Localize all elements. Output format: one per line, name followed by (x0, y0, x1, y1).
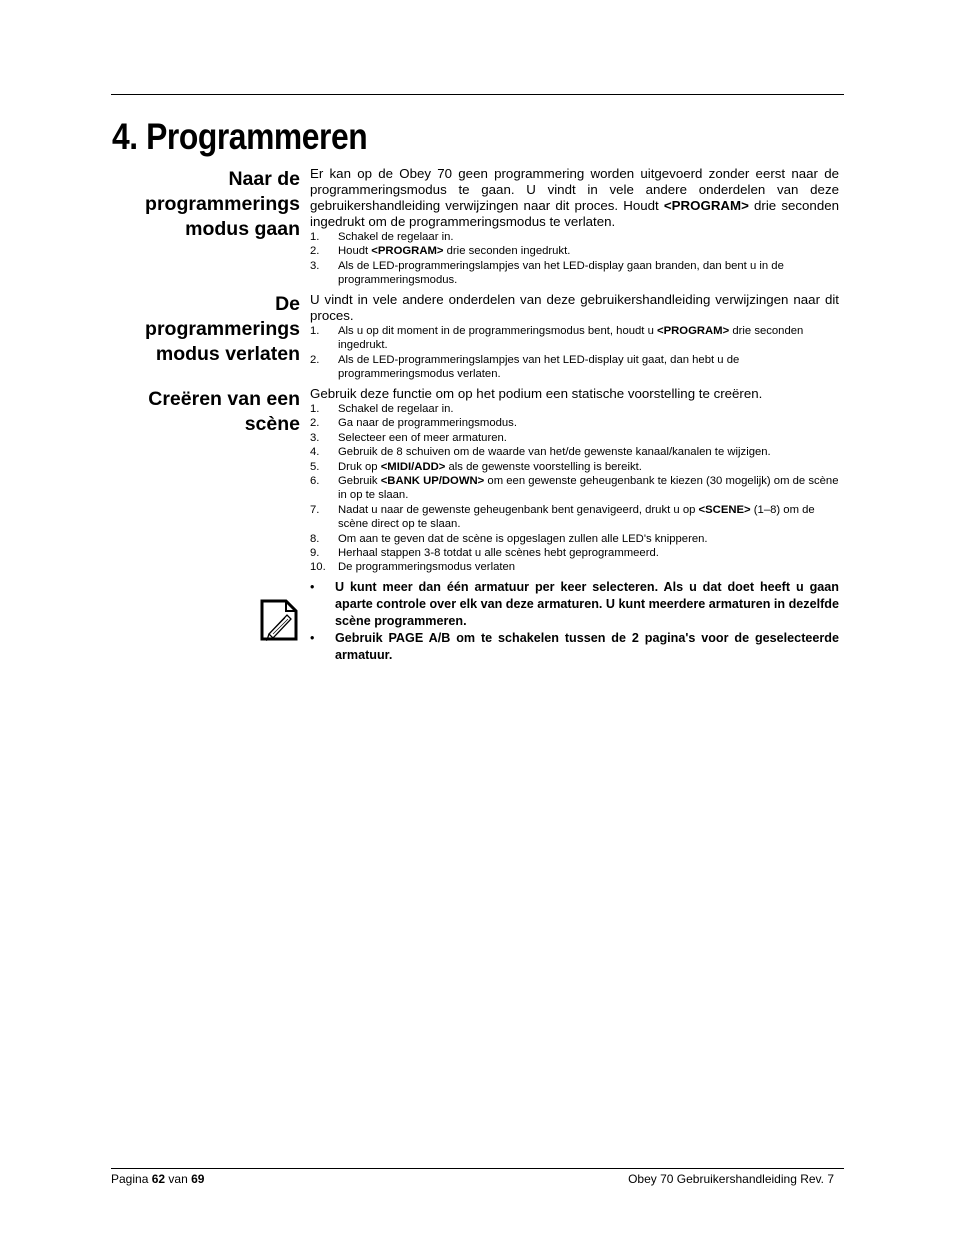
section-intro: U vindt in vele andere onderdelen van deze gebruikershandleiding verwijzingen naar dit proces. (310, 292, 839, 323)
section-body-exit-programming (310, 292, 839, 382)
note-bullet-list (310, 579, 839, 664)
list-item: • U kunt meer dan één armatuur per keer selecteren. Als u dat doet heeft u gaan aparte controle over elk van deze armaturen. U kunt meerdere armaturen in dezelfde scène programmeren. (310, 580, 839, 628)
list-item: 3. Selecteer een of meer armaturen. (310, 431, 507, 444)
note-pencil-icon (259, 598, 299, 642)
page-number: Pagina 62 van 69 (111, 1172, 205, 1186)
note-block (310, 579, 839, 664)
list-item: 7. Nadat u naar de gewenste geheugenbank bent genavigeerd, drukt u op <SCENE> (1–8) om de scène direct op te slaan. (310, 503, 815, 531)
list-item: 6. Gebruik <BANK UP/DOWN> om een gewenste geheugenbank te kiezen (30 mogelijk) om de scène in op te slaan. (310, 475, 839, 502)
list-item: 1. Schakel de regelaar in. (310, 231, 454, 243)
section-intro: Gebruik deze functie om op het podium een statische voorstelling te creëren. (310, 386, 763, 401)
section-heading-create-scene: Creëren van een scène (148, 388, 300, 435)
section-heading-enter-programming: Naar de programmerings modus gaan (145, 168, 300, 240)
step-list (310, 324, 839, 382)
section-intro: Er kan op de Obey 70 geen programmering worden uitgevoerd zonder eerst naar de programmeringsmodus te gaan. U vindt in vele andere onderdelen van deze gebruikershandleiding verwijzingen naar dit proces. Houdt <PROGRAM> drie seconden ingedrukt om de programmeringsmodus te verlaten. (310, 166, 840, 229)
list-item: 1. Schakel de regelaar in. (310, 403, 454, 415)
footer-rule (111, 1168, 844, 1169)
document-title: Obey 70 Gebruikershandleiding Rev. 7 (628, 1172, 834, 1186)
header-rule (111, 94, 844, 95)
section-heading-exit-programming: De programmerings modus verlaten (145, 293, 300, 365)
chapter-title: 4. Programmeren (112, 116, 368, 157)
list-item: 1. Als u op dit moment in de programmeringsmodus bent, houdt u <PROGRAM> drie seconden ingedrukt. (310, 325, 804, 352)
list-item: 9. Herhaal stappen 3-8 totdat u alle scènes hebt geprogrammeerd. (310, 547, 659, 560)
list-item: 10. De programmeringsmodus verlaten (310, 561, 516, 574)
list-item: 4. Gebruik de 8 schuiven om de waarde van het/de gewenste kanaal/kanalen te wijzigen. (310, 446, 771, 459)
list-item: 3. Als de LED-programmeringslampjes van het LED-display gaan branden, dan bent u in de programmeringsmodus. (310, 259, 784, 287)
section-body-enter-programming (310, 166, 839, 288)
step-list (310, 230, 839, 288)
list-item: 2. Ga naar de programmeringsmodus. (310, 417, 517, 430)
list-item: 2. Houdt <PROGRAM> drie seconden ingedrukt. (310, 245, 571, 258)
list-item: • Gebruik PAGE A/B om te schakelen tussen de 2 pagina's voor de geselecteerde armatuur. (310, 631, 839, 662)
list-item: 2. Als de LED-programmeringslampjes van het LED-display uit gaat, dan hebt u de programmeringsmodus verlaten. (310, 353, 740, 381)
section-body-create-scene (310, 386, 839, 575)
step-list (310, 402, 839, 575)
list-item: 8. Om aan te geven dat de scène is opgeslagen zullen alle LED's knipperen. (310, 532, 708, 545)
list-item: 5. Druk op <MIDI/ADD> als de gewenste voorstelling is bereikt. (310, 460, 642, 473)
